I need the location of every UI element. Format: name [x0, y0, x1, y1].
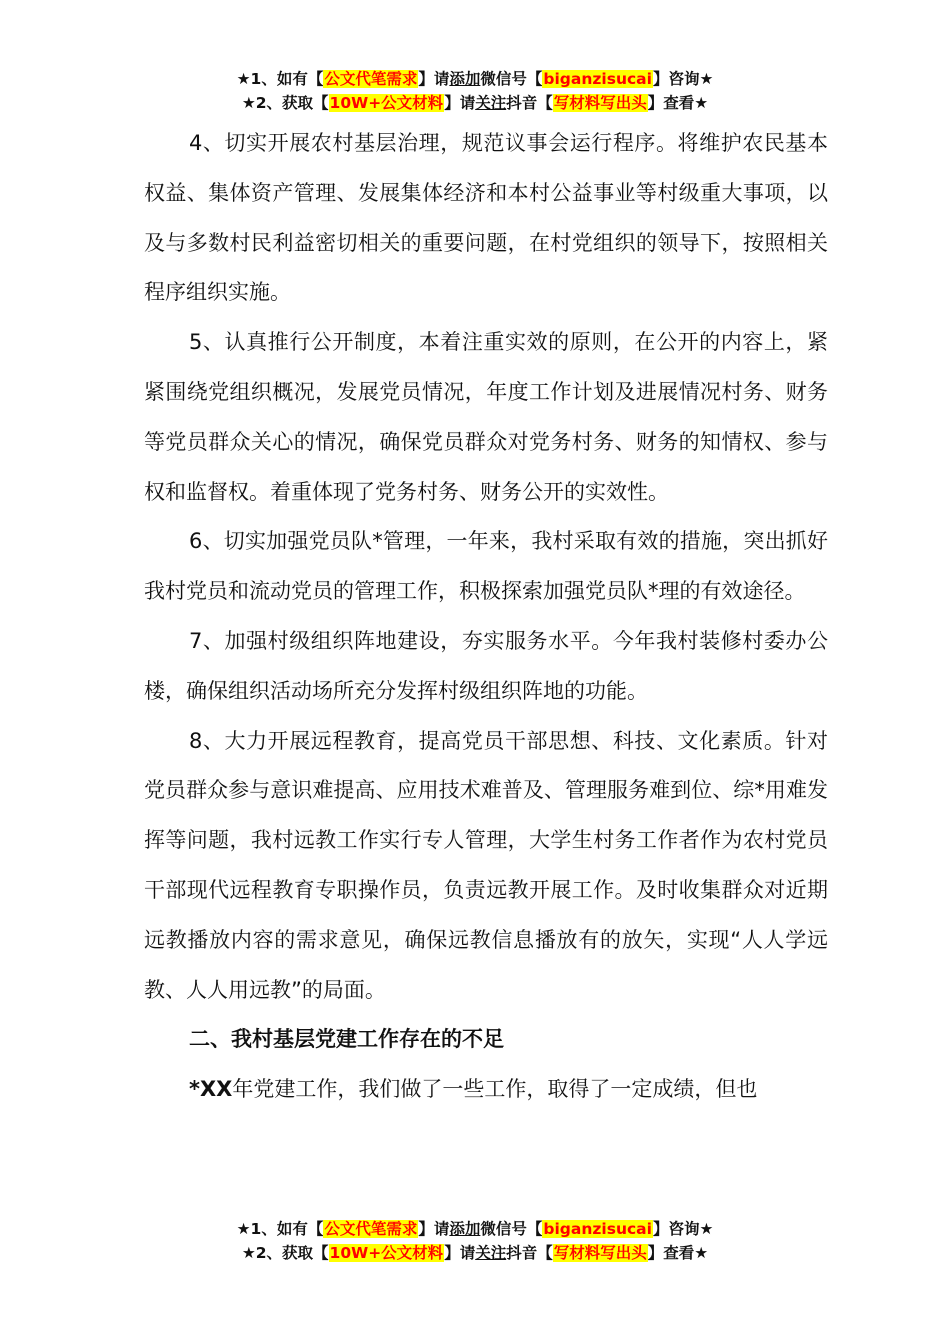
- footer-banner: [0, 1217, 950, 1265]
- banner-line-2: [0, 1241, 950, 1265]
- banner-text: 】请: [444, 94, 476, 112]
- banner-text: ★1、如有【: [236, 1220, 324, 1238]
- banner-text: 】查看★: [647, 1244, 709, 1262]
- banner-line-2: [0, 91, 950, 115]
- highlight-douyin-account: 写材料写出头: [553, 1244, 647, 1262]
- paragraph-summary: [144, 1065, 828, 1115]
- highlight-wechat-id: biganzisucai: [543, 1220, 652, 1238]
- banner-text: ★2、获取【: [241, 94, 329, 112]
- banner-text: ★1、如有【: [236, 70, 324, 88]
- banner-text: 】请: [444, 1244, 476, 1262]
- banner-text: 】请: [418, 70, 450, 88]
- banner-text: ★2、获取【: [241, 1244, 329, 1262]
- highlight-service: 公文代笔需求: [324, 70, 418, 88]
- banner-text: 抖音【: [506, 94, 553, 112]
- banner-text: 】咨询★: [652, 70, 714, 88]
- highlight-wechat-id: biganzisucai: [543, 70, 652, 88]
- document-body: [144, 119, 828, 1115]
- banner-line-1: [0, 1217, 950, 1241]
- paragraph-4: 4、切实开展农村基层治理，规范议事会运行程序。将维护农民基本权益、集体资产管理、发展集体经济和本村公益事业等村级重大事项，以及与多数村民利益密切相关的重要问题，在村党组织的领导下，按照相关程序组织实施。: [144, 131, 828, 305]
- paragraph-7: 7、加强村级组织阵地建设，夯实服务水平。今年我村装修村委办公楼，确保组织活动场所充分发挥村级组织阵地的功能。: [144, 628, 828, 703]
- header-banner: [0, 67, 950, 115]
- paragraph-8: 8、大力开展远程教育，提高党员干部思想、科技、文化素质。针对党员群众参与意识难提高、应用技术难普及、管理服务难到位、综*用难发挥等问题，我村远教工作实行专人管理，大学生村务工作者作为农村党员干部现代远程教育专职操作员，负责远教开展工作。及时收集群众对近期远教播放内容的需求意见，确保远教信息播放有的放矢，实现“人人学远教、人人用远教”的局面。: [144, 728, 828, 1002]
- highlight-materials: 10W+公文材料: [329, 94, 444, 112]
- banner-underlined: 关注: [475, 1244, 507, 1262]
- paragraph-5: 5、认真推行公开制度，本着注重实效的原则，在公开的内容上，紧紧围绕党组织概况，发展党员情况，年度工作计划及进展情况村务、财务等党员群众关心的情况，确保党员群众对党务村务、财务的知情权、参与权和监督权。着重体现了党务村务、财务公开的实效性。: [144, 330, 828, 504]
- banner-underlined: 关注: [475, 94, 507, 112]
- highlight-douyin-account: 写材料写出头: [553, 94, 647, 112]
- banner-underlined: 添加: [449, 70, 481, 88]
- summary-text: 年党建工作，我们做了一些工作，取得了一定成绩，但也: [232, 1077, 758, 1102]
- banner-text: 】咨询★: [652, 1220, 714, 1238]
- section-heading: 二、我村基层党建工作存在的不足: [189, 1027, 504, 1052]
- year-placeholder: *XX: [189, 1077, 233, 1102]
- highlight-service: 公文代笔需求: [324, 1220, 418, 1238]
- highlight-materials: 10W+公文材料: [329, 1244, 444, 1262]
- banner-text: 】请: [418, 1220, 450, 1238]
- banner-text: 】查看★: [647, 94, 709, 112]
- banner-line-1: [0, 67, 950, 91]
- banner-text: 微信号【: [480, 70, 543, 88]
- banner-text: 抖音【: [506, 1244, 553, 1262]
- paragraph-6: 6、切实加强党员队*管理，一年来，我村采取有效的措施，突出抓好我村党员和流动党员的管理工作，积极探索加强党员队*理的有效途径。: [144, 529, 828, 604]
- banner-underlined: 添加: [449, 1220, 481, 1238]
- banner-text: 微信号【: [480, 1220, 543, 1238]
